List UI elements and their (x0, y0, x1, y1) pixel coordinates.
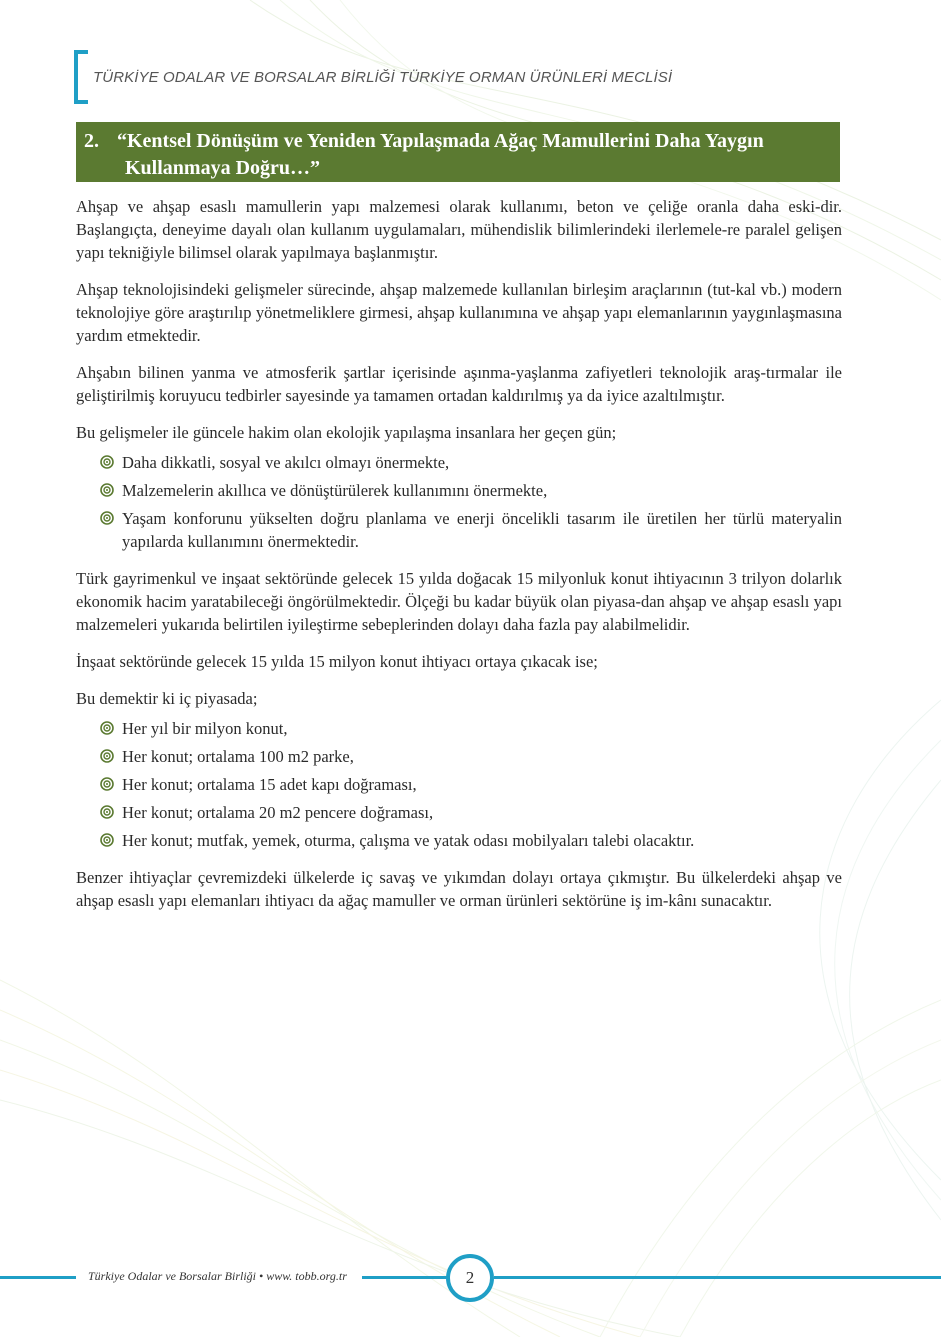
list-item (76, 451, 842, 474)
footer-rule-right (494, 1276, 941, 1279)
section-title-line1: “Kentsel Dönüşüm ve Yeniden Yapılaşmada Ağaç Mamullerini Daha Yaygın (117, 130, 764, 152)
footer-rule-middle (362, 1276, 448, 1279)
bullet-list-benefits (76, 451, 842, 553)
section-number: 2. (84, 130, 99, 152)
paragraph: Türk gayrimenkul ve inşaat sektöründe gelecek 15 yılda doğacak 15 milyonluk konut ihtiyacının 3 trilyon dolarlık ekonomik hacim yaratabileceği öngörülmektedir. Ölçeği bu kadar büyük olan piyasa-dan ahşap ve ahşap esaslı yapı malzemeleri yukarıda belirtilen iyileştirme sebeplerinden dolayı daha fazla pay alabilmelidir. (76, 569, 842, 634)
list-item-text: Daha dikkatli, sosyal ve akılcı olmayı önermekte, (122, 453, 450, 472)
spiral-bullet-icon (100, 455, 114, 469)
spiral-bullet-icon (100, 511, 114, 525)
section-title-line2: Kullanmaya Doğru…” (125, 157, 321, 179)
list-item-text: Yaşam konforunu yükselten doğru planlama ve enerji öncelikli tasarım ile üretilen her türlü materyalin yapılarda kullanımını önermektedir. (122, 509, 842, 551)
paragraph: Ahşap ve ahşap esaslı mamullerin yapı malzemesi olarak kullanımı, beton ve çeliğe oranla daha eski-dir. Başlangıçta, deneyime dayalı olan kullanım uygulamaları, mühendislik bilimlerindeki ilerlemele-re paralel gelişen yapı tekniğiyle bilimsel olarak yapılmaya başlanmıştır. (76, 197, 842, 262)
list-item (76, 801, 842, 824)
spiral-bullet-icon (100, 483, 114, 497)
list-item (76, 745, 842, 768)
list-item (76, 717, 842, 740)
list-item-text: Malzemelerin akıllıca ve dönüştürülerek kullanımını önermekte, (122, 481, 548, 500)
body-text (76, 195, 842, 926)
header-bracket (74, 50, 88, 104)
spiral-bullet-icon (100, 721, 114, 735)
spiral-bullet-icon (100, 833, 114, 847)
list-item-text: Her konut; ortalama 20 m2 pencere doğraması, (122, 803, 434, 822)
spiral-bullet-icon (100, 777, 114, 791)
list-item-text: Her yıl bir milyon konut, (122, 719, 288, 738)
section-title-bar (76, 122, 840, 182)
list-item-text: Her konut; mutfak, yemek, oturma, çalışma ve yatak odası mobilyaları talebi olacaktır. (122, 831, 695, 850)
list-item (76, 507, 842, 553)
list-item (76, 829, 842, 852)
list-item (76, 773, 842, 796)
footer-text: Türkiye Odalar ve Borsalar Birliği • www. tobb.org.tr (88, 1269, 347, 1283)
spiral-bullet-icon (100, 805, 114, 819)
paragraph: Benzer ihtiyaçlar çevremizdeki ülkelerde iç savaş ve yıkımdan dolayı ortaya çıkmıştır. Bu ülkelerdeki ahşap ve ahşap esaslı yapı elemanları ihtiyacı da ağaç mamuller ve orman ürünleri sektörüne iş im-kânı sunacaktır. (76, 868, 842, 910)
paragraph: Ahşabın bilinen yanma ve atmosferik şartlar içerisinde aşınma-yaşlanma zafiyetleri teknolojik araş-tırmalar ile geliştirilmiş koruyucu tedbirler sayesinde ya tamamen ortadan kaldırılmış ya da iyice azaltılmıştır. (76, 363, 842, 405)
paragraph: İnşaat sektöründe gelecek 15 yılda 15 milyon konut ihtiyacı ortaya çıkacak ise; (76, 652, 598, 671)
paragraph: Bu demektir ki iç piyasada; (76, 689, 258, 708)
list-item-text: Her konut; ortalama 15 adet kapı doğraması, (122, 775, 417, 794)
page-number: 2 (446, 1254, 494, 1302)
spiral-bullet-icon (100, 749, 114, 763)
footer-rule-left (0, 1276, 76, 1279)
paragraph: Ahşap teknolojisindeki gelişmeler sürecinde, ahşap malzemede kullanılan birleşim araçlarının (tut-kal vb.) modern teknolojiye göre araştırılıp yönetmeliklere girmesi, ahşap kullanımına ve ahşap yapı elemanlarının yaygınlaşmasına yardım etmektedir. (76, 280, 842, 345)
header-title: TÜRKİYE ODALAR VE BORSALAR BİRLİĞİ TÜRKİYE ORMAN ÜRÜNLERİ MECLİSİ (93, 69, 673, 86)
list-item (76, 479, 842, 502)
bullet-list-demand (76, 717, 842, 852)
list-item-text: Her konut; ortalama 100 m2 parke, (122, 747, 354, 766)
paragraph: Bu gelişmeler ile güncele hakim olan ekolojik yapılaşma insanlara her geçen gün; (76, 423, 617, 442)
